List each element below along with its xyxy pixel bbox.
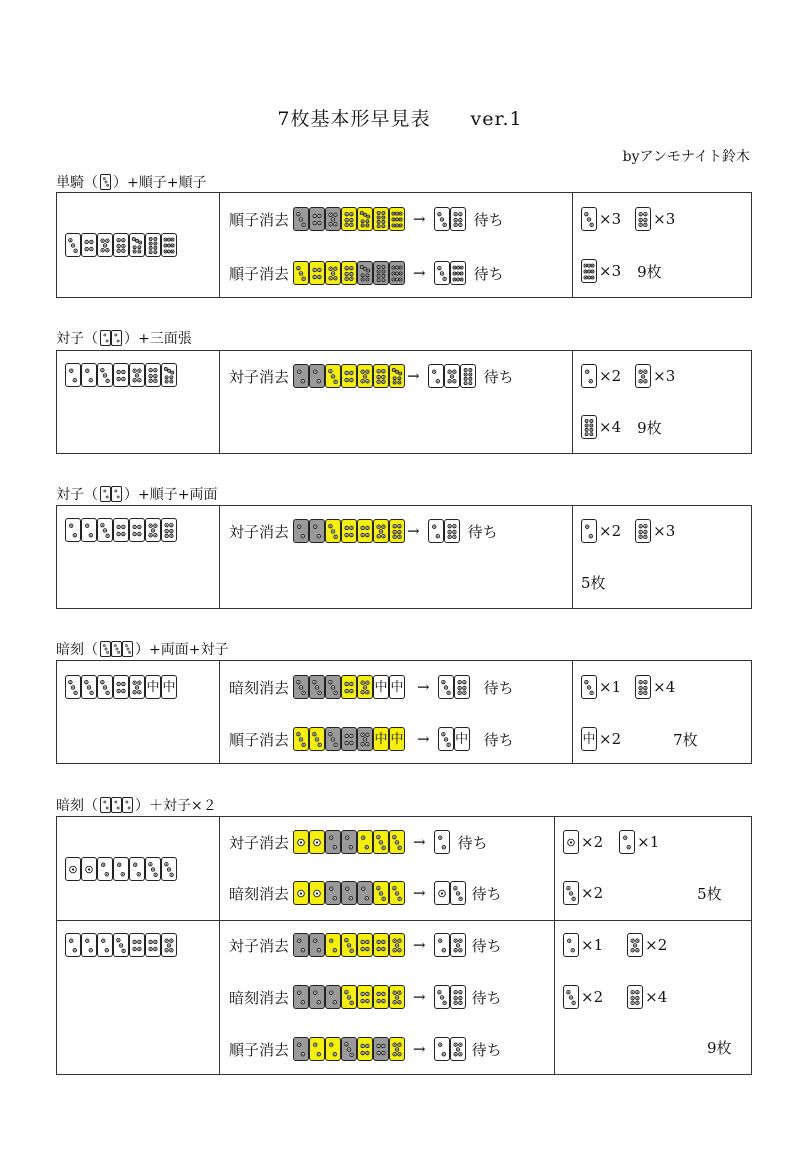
pin-6-tile: [444, 519, 460, 543]
count-row: ×3 9枚: [581, 259, 662, 283]
pin-2-tile: [293, 364, 309, 388]
pin-5-tile: [357, 675, 373, 699]
pin-5-tile: [325, 207, 341, 231]
section-4-title: 暗刻（ ）+両面+対子: [56, 642, 229, 658]
removal-row: 対子消去 → 待ち: [229, 933, 502, 957]
pin-3-tile: [389, 881, 405, 905]
page-title: [0, 104, 800, 131]
pin-1-tile: [81, 857, 97, 881]
total-count: 9枚: [637, 418, 662, 437]
total-count: 9枚: [707, 1039, 732, 1057]
pin-5-tile: [450, 933, 466, 957]
chun-tile: 中: [373, 675, 389, 699]
count-row: ×2 5枚: [563, 881, 722, 905]
pin-5-tile: [357, 727, 373, 751]
pin-2-tile: [581, 364, 597, 388]
pin-5-tile: [389, 985, 405, 1009]
pin-7-tile: [389, 364, 405, 388]
pin-3-tile: [161, 857, 177, 881]
pin-3-tile: [341, 985, 357, 1009]
pin-4-tile: [113, 518, 129, 542]
pin-5-tile: [389, 933, 405, 957]
pin-2-tile: [341, 830, 357, 854]
removal-row: 対子消去 → 待ち: [229, 519, 498, 543]
pin-3-tile: [65, 675, 81, 699]
title-tiles: [100, 174, 111, 190]
pin-5-tile: [627, 933, 643, 957]
chun-tile: 中: [389, 675, 405, 699]
pin-3-tile: [438, 727, 454, 751]
pin-3-tile: [341, 933, 357, 957]
pin-2-tile: [65, 933, 81, 957]
removal-row: 暗刻消去 → 待ち: [229, 985, 502, 1009]
pin-3-tile: [293, 207, 309, 231]
pin-5-tile: [97, 233, 113, 257]
pin-2-tile: [357, 830, 373, 854]
pin-1-tile: [434, 881, 450, 905]
pin-4-tile: [309, 207, 325, 231]
pin-2-tile: [428, 519, 444, 543]
pin-2-tile: [111, 797, 122, 813]
pin-6-tile: [341, 207, 357, 231]
pin-3-tile: [389, 830, 405, 854]
hand-tiles: [65, 518, 177, 542]
pin-3-tile: [325, 519, 341, 543]
pin-2-tile: [81, 363, 97, 387]
pin-3-tile: [100, 174, 111, 190]
version-text: ver.1: [470, 108, 523, 130]
removal-row: 順子消去 中 中 → 中 待ち: [229, 727, 514, 751]
chun-tile: 中: [389, 727, 405, 751]
count-row: ×3 ×3: [581, 207, 675, 231]
pin-1-tile: [65, 857, 81, 881]
pin-2-tile: [100, 797, 111, 813]
section-1-table: [56, 192, 752, 298]
pin-3-tile: [81, 675, 97, 699]
pin-7-tile: [357, 261, 373, 285]
removal-row: 順子消去 → 待ち: [229, 207, 504, 231]
pin-2-tile: [293, 985, 309, 1009]
pin-3-tile: [113, 933, 129, 957]
total-count: 5枚: [581, 574, 606, 592]
pin-4-tile: [309, 261, 325, 285]
pin-6-tile: [341, 261, 357, 285]
pin-3-tile: [293, 675, 309, 699]
pin-2-tile: [434, 830, 450, 854]
pin-4-tile: [113, 363, 129, 387]
pin-9-tile: [450, 261, 466, 285]
pin-3-tile: [434, 207, 450, 231]
pin-2-tile: [563, 933, 579, 957]
pin-2-tile: [357, 881, 373, 905]
pin-3-tile: [434, 985, 450, 1009]
pin-3-tile: [122, 641, 133, 657]
pin-5-tile: [325, 261, 341, 285]
section-1-title: 単騎（ ）+順子+順子: [56, 175, 207, 191]
pin-2-tile: [81, 933, 97, 957]
author-byline: byアンモナイト鈴木: [622, 149, 750, 165]
pin-2-tile: [581, 519, 597, 543]
total-count: 7枚: [673, 730, 698, 749]
pin-2-tile: [100, 486, 111, 502]
pin-2-tile: [309, 364, 325, 388]
pin-2-tile: [293, 1037, 309, 1061]
pin-2-tile: [111, 330, 122, 346]
pin-4-tile: [373, 1037, 389, 1061]
section-3-title: 対子（ ）+順子+両面: [56, 487, 218, 503]
pin-6-tile: [145, 363, 161, 387]
pin-5-tile: [450, 1037, 466, 1061]
pin-4-tile: [129, 518, 145, 542]
pin-5-tile: [161, 933, 177, 957]
pin-4-tile: [373, 933, 389, 957]
pin-1-tile: [293, 881, 309, 905]
pin-2-tile: [619, 830, 635, 854]
chun-tile: 中: [454, 727, 470, 751]
pin-2-tile: [65, 363, 81, 387]
pin-6-tile: [454, 675, 470, 699]
pin-3-tile: [145, 857, 161, 881]
pin-4-tile: [81, 233, 97, 257]
count-row: ×2 ×4: [563, 985, 667, 1009]
pin-4-tile: [129, 933, 145, 957]
count-row: ×2 ×3: [581, 364, 675, 388]
pin-9-tile: [389, 207, 405, 231]
pin-7-tile: [357, 207, 373, 231]
removal-row: 対子消去 → 待ち: [229, 364, 514, 388]
pin-5-tile: [635, 364, 651, 388]
hand-tiles: [65, 233, 177, 257]
count-row: ×4 9枚: [581, 415, 662, 439]
pin-3-tile: [563, 881, 579, 905]
chun-tile: 中: [161, 675, 177, 699]
pin-6-tile: [635, 207, 651, 231]
pin-3-tile: [450, 881, 466, 905]
pin-2-tile: [111, 486, 122, 502]
pin-3-tile: [111, 641, 122, 657]
section-5-title: 暗刻（ ）＋対子×２: [56, 798, 217, 814]
pin-4-tile: [113, 675, 129, 699]
pin-2-tile: [293, 933, 309, 957]
count-row: ×2 ×3: [581, 519, 675, 543]
pin-2-tile: [434, 933, 450, 957]
pin-3-tile: [581, 675, 597, 699]
pin-6-tile: [373, 364, 389, 388]
count-row: ×2 ×1: [563, 830, 659, 854]
pin-2-tile: [129, 857, 145, 881]
pin-2-tile: [325, 881, 341, 905]
pin-3-tile: [434, 261, 450, 285]
pin-3-tile: [309, 727, 325, 751]
pin-8-tile: [373, 261, 389, 285]
pin-9-tile: [161, 233, 177, 257]
pin-5-tile: [357, 364, 373, 388]
pin-4-tile: [145, 933, 161, 957]
section-3-table: [56, 505, 752, 609]
removal-row: 暗刻消去 中 中 → 待ち: [229, 675, 514, 699]
pin-5-tile: [389, 1037, 405, 1061]
pin-5-tile: [129, 363, 145, 387]
chun-tile: 中: [581, 727, 597, 751]
total-count: 9枚: [637, 262, 662, 281]
pin-2-tile: [434, 1037, 450, 1061]
pin-2-tile: [97, 857, 113, 881]
hand-tiles: [65, 363, 177, 387]
pin-5-tile: [145, 518, 161, 542]
count-row: [707, 1037, 732, 1058]
pin-2-tile: [309, 1037, 325, 1061]
pin-4-tile: [341, 364, 357, 388]
pin-1-tile: [309, 830, 325, 854]
pin-3-tile: [373, 830, 389, 854]
removal-row: 順子消去 → 待ち: [229, 261, 504, 285]
section-4-table: [56, 660, 752, 764]
pin-1-tile: [309, 881, 325, 905]
total-count: 5枚: [697, 884, 722, 903]
hand-tiles: [65, 933, 177, 957]
pin-2-tile: [325, 985, 341, 1009]
pin-5-tile: [373, 519, 389, 543]
pin-2-tile: [122, 797, 133, 813]
title-text: 7枚基本形早見表: [277, 108, 431, 130]
pin-2-tile: [97, 933, 113, 957]
pin-6-tile: [113, 233, 129, 257]
pin-4-tile: [341, 675, 357, 699]
pin-5-tile: [444, 364, 460, 388]
pin-2-tile: [309, 933, 325, 957]
pin-3-tile: [373, 881, 389, 905]
chun-tile: 中: [145, 675, 161, 699]
pin-7-tile: [129, 233, 145, 257]
pin-6-tile: [389, 519, 405, 543]
pin-3-tile: [309, 675, 325, 699]
removal-row: 暗刻消去 → 待ち: [229, 881, 502, 905]
pin-4-tile: [373, 985, 389, 1009]
pin-2-tile: [309, 985, 325, 1009]
pin-7-tile: [161, 363, 177, 387]
pin-9-tile: [389, 261, 405, 285]
pin-8-tile: [460, 364, 476, 388]
pin-6-tile: [450, 207, 466, 231]
pin-4-tile: [341, 519, 357, 543]
pin-2-tile: [325, 1037, 341, 1061]
pin-4-tile: [357, 519, 373, 543]
pin-4-tile: [357, 985, 373, 1009]
count-row: [581, 572, 606, 593]
section-5-table: [56, 816, 752, 1075]
pin-2-tile: [113, 857, 129, 881]
pin-3-tile: [100, 641, 111, 657]
pin-4-tile: [357, 933, 373, 957]
hand-tiles: [65, 675, 177, 699]
pin-2-tile: [81, 518, 97, 542]
pin-2-tile: [341, 881, 357, 905]
section-2-table: [56, 350, 752, 454]
pin-3-tile: [325, 364, 341, 388]
pin-3-tile: [341, 1037, 357, 1061]
count-row: ×1 ×2: [563, 933, 667, 957]
pin-6-tile: [627, 985, 643, 1009]
pin-3-tile: [293, 261, 309, 285]
pin-2-tile: [428, 364, 444, 388]
pin-2-tile: [65, 518, 81, 542]
pin-3-tile: [563, 985, 579, 1009]
pin-9-tile: [581, 259, 597, 283]
removal-row: 対子消去 → 待ち: [229, 830, 488, 854]
pin-1-tile: [293, 830, 309, 854]
pin-2-tile: [325, 830, 341, 854]
pin-3-tile: [97, 518, 113, 542]
pin-2-tile: [325, 933, 341, 957]
count-row: ×1 ×4: [581, 675, 675, 699]
pin-8-tile: [581, 415, 597, 439]
pin-3-tile: [438, 675, 454, 699]
pin-3-tile: [293, 727, 309, 751]
pin-4-tile: [357, 1037, 373, 1061]
count-row: 中 ×2 7枚: [581, 727, 698, 751]
pin-2-tile: [309, 519, 325, 543]
pin-3-tile: [97, 363, 113, 387]
pin-6-tile: [635, 519, 651, 543]
chun-tile: 中: [373, 727, 389, 751]
pin-2-tile: [100, 330, 111, 346]
pin-1-tile: [563, 830, 579, 854]
pin-8-tile: [145, 233, 161, 257]
pin-3-tile: [65, 233, 81, 257]
hand-tiles: [65, 857, 177, 881]
pin-6-tile: [635, 675, 651, 699]
pin-3-tile: [97, 675, 113, 699]
pin-3-tile: [325, 727, 341, 751]
pin-3-tile: [581, 207, 597, 231]
pin-3-tile: [325, 675, 341, 699]
pin-4-tile: [341, 727, 357, 751]
pin-6-tile: [161, 518, 177, 542]
pin-6-tile: [450, 985, 466, 1009]
pin-8-tile: [373, 207, 389, 231]
section-2-title: 対子（ ）+三面張: [56, 331, 192, 347]
pin-2-tile: [293, 519, 309, 543]
pin-5-tile: [129, 675, 145, 699]
removal-row: 順子消去 → 待ち: [229, 1037, 502, 1061]
